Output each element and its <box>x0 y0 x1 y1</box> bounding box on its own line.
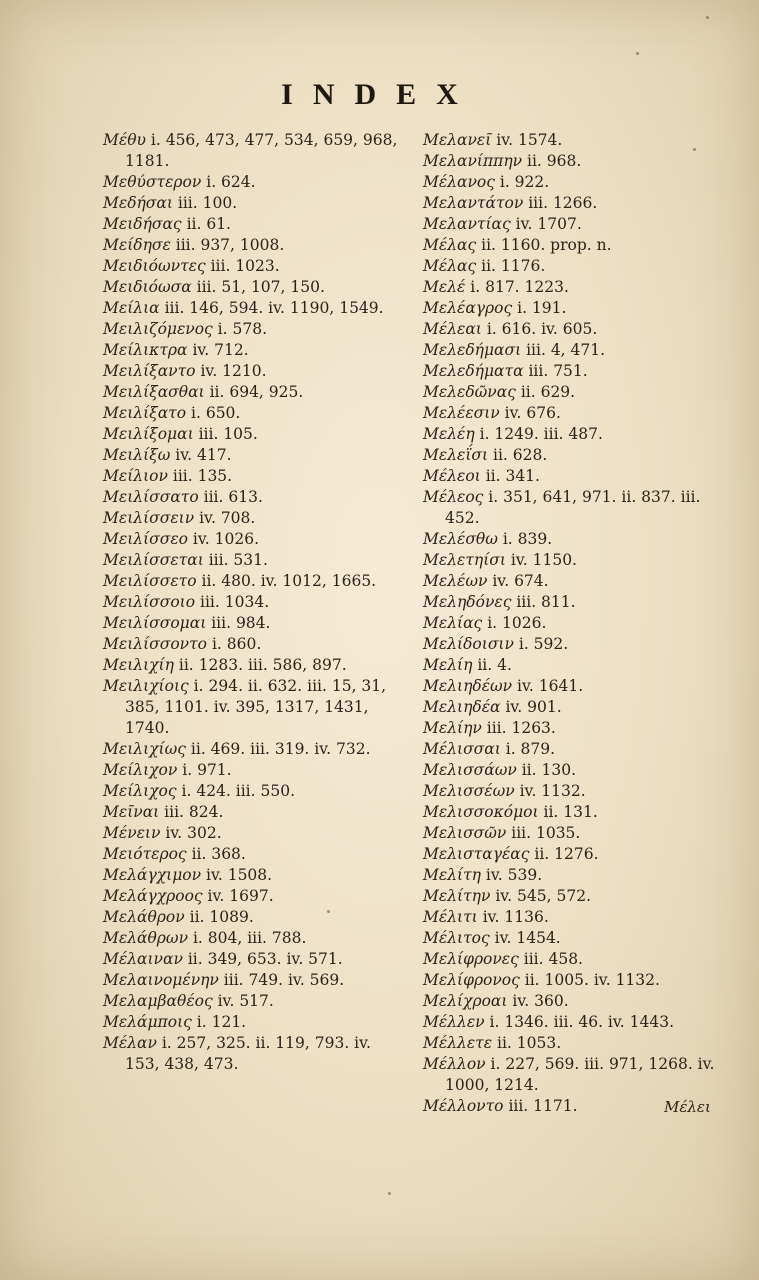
index-headword: Μειλίσσοιο <box>103 593 196 611</box>
index-headword: Μειδιόωσα <box>103 278 192 296</box>
page-title: INDEX <box>281 78 478 111</box>
index-references: iv. 517. <box>217 992 274 1010</box>
index-entry <box>423 382 723 403</box>
index-headword: Μέλεοι <box>423 467 481 485</box>
index-references: i. 1346. iii. 46. iv. 1443. <box>489 1013 675 1031</box>
index-references: iii. 146, 594. iv. 1190, 1549. <box>164 299 384 317</box>
index-entry <box>103 1012 403 1033</box>
index-entry <box>423 445 723 466</box>
page-speck <box>388 1192 391 1195</box>
index-entry <box>103 130 403 172</box>
index-headword: Μελάγχιμον <box>103 866 202 884</box>
index-headword: Μειλίσσεο <box>103 530 188 548</box>
index-entry <box>423 739 723 760</box>
index-entry <box>103 424 403 445</box>
index-headword: Μελισσέων <box>423 782 515 800</box>
index-headword: Μεῖναι <box>103 803 160 821</box>
index-entry <box>103 277 403 298</box>
index-entry <box>103 781 403 802</box>
index-entry <box>103 676 403 739</box>
index-headword: Μέλεαι <box>423 320 482 338</box>
index-entry <box>423 487 723 529</box>
index-references: i. 879. <box>505 740 556 758</box>
index-entry <box>423 676 723 697</box>
index-entry <box>423 928 723 949</box>
index-references: ii. 368. <box>191 845 246 863</box>
index-entry <box>423 718 723 739</box>
index-entry <box>423 886 723 907</box>
index-entry <box>103 508 403 529</box>
index-references: i. 971. <box>182 761 232 779</box>
index-references: iv. 1210. <box>200 362 267 380</box>
page-speck <box>636 52 639 55</box>
index-entry <box>423 214 723 235</box>
index-entry <box>423 991 723 1012</box>
page-speck <box>706 16 709 19</box>
index-entry <box>103 235 403 256</box>
index-entry <box>103 214 403 235</box>
index-references: iv. 1697. <box>207 887 274 905</box>
index-headword: Μέλλον <box>423 1055 486 1073</box>
index-entry <box>423 298 723 319</box>
index-headword: Μελέεσιν <box>423 404 500 422</box>
index-headword: Μελίη <box>423 656 473 674</box>
index-headword: Μειλίξατο <box>103 404 187 422</box>
index-references: iv. 1508. <box>205 866 273 884</box>
index-headword: Μέλας <box>423 257 477 275</box>
index-references: i. 804, iii. 788. <box>192 929 307 947</box>
index-headword: Μελιηδέων <box>423 677 513 695</box>
index-references: i. 592. <box>518 635 569 653</box>
index-references: i. 839. <box>502 530 553 548</box>
index-entry <box>103 382 403 403</box>
index-headword: Μειλίξομαι <box>103 425 194 443</box>
index-references: ii. 629. <box>520 383 576 401</box>
page-speck <box>693 148 696 151</box>
index-references: iii. 1263. <box>486 719 556 737</box>
index-references: iv. 712. <box>192 341 249 359</box>
index-headword: Μέλας <box>423 236 477 254</box>
index-entry <box>423 340 723 361</box>
index-entry <box>103 865 403 886</box>
index-references: iv. 676. <box>504 404 561 422</box>
index-references: ii. 1089. <box>189 908 254 926</box>
index-references: ii. 1176. <box>481 257 546 275</box>
index-headword: Μέλιτι <box>423 908 478 926</box>
index-entry <box>103 844 403 865</box>
index-headword: Μείλιχον <box>103 761 178 779</box>
index-entry <box>423 193 723 214</box>
index-references: iii. 1035. <box>511 824 581 842</box>
index-references: iv. 1707. <box>515 215 582 233</box>
index-entry <box>423 865 723 886</box>
index-entry <box>103 592 403 613</box>
index-references: iv. 545, 572. <box>495 887 591 905</box>
index-entry <box>423 319 723 340</box>
index-headword: Μειότερος <box>103 845 187 863</box>
index-entry <box>103 970 403 991</box>
index-headword: Μελίην <box>423 719 482 737</box>
index-headword: Μειλίσσατο <box>103 488 199 506</box>
index-headword: Μεθύστερον <box>103 173 202 191</box>
index-headword: Μειλίξω <box>103 446 171 464</box>
index-headword: Μειλίσσοντο <box>103 635 207 653</box>
index-entry <box>103 655 403 676</box>
index-references: i. 456, 473, 477, 534, 659, 968, 1181. <box>125 131 398 170</box>
index-headword: Μελέσθω <box>423 530 498 548</box>
index-entry <box>423 130 723 151</box>
index-references: iv. 417. <box>175 446 232 464</box>
index-entry <box>423 823 723 844</box>
index-entry <box>423 697 723 718</box>
index-headword: Μέλανος <box>423 173 495 191</box>
index-headword: Μελεΐσι <box>423 446 489 464</box>
catchword: Μέλει <box>664 1098 711 1116</box>
index-references: iii. 1023. <box>210 257 280 275</box>
index-entry <box>423 1054 723 1096</box>
index-headword: Μελεδήματα <box>423 362 524 380</box>
index-references: iii. 984. <box>211 614 271 632</box>
index-headword: Μελίφρονος <box>423 971 520 989</box>
index-entry <box>103 340 403 361</box>
index-headword: Μελανίππην <box>423 152 523 170</box>
index-headword: Μεδήσαι <box>103 194 173 212</box>
index-entry <box>423 970 723 991</box>
index-headword: Μείδησε <box>103 236 171 254</box>
index-references: ii. 4. <box>477 656 512 674</box>
index-entry <box>103 571 403 592</box>
index-headword: Μειλίξαντο <box>103 362 196 380</box>
index-entry <box>423 277 723 298</box>
index-references: ii. 480. iv. 1012, 1665. <box>201 572 377 590</box>
index-entry <box>103 256 403 277</box>
index-entry <box>103 529 403 550</box>
index-references: iii. 458. <box>523 950 583 968</box>
index-references: i. 1249. iii. 487. <box>479 425 603 443</box>
index-references: iv. 360. <box>512 992 569 1010</box>
index-references: iv. 1641. <box>517 677 584 695</box>
index-references: iv. 1136. <box>482 908 549 926</box>
index-entry <box>103 760 403 781</box>
index-references: iii. 811. <box>516 593 576 611</box>
index-headword: Μελίχροαι <box>423 992 508 1010</box>
index-headword: Μελανεῖ <box>423 131 492 149</box>
index-references: iii. 937, 1008. <box>175 236 285 254</box>
index-entry <box>423 466 723 487</box>
index-entry <box>103 886 403 907</box>
index-references: i. 624. <box>206 173 256 191</box>
index-references: iv. 1574. <box>496 131 563 149</box>
index-entry <box>423 235 723 256</box>
index-references: iii. 100. <box>177 194 238 212</box>
index-headword: Μέλλοντο <box>423 1097 504 1115</box>
index-headword: Μείλιχος <box>103 782 177 800</box>
index-references: ii. 1160. prop. n. <box>481 236 612 254</box>
index-references: i. 616. iv. 605. <box>486 320 598 338</box>
index-entry <box>423 781 723 802</box>
index-headword: Μελίτην <box>423 887 491 905</box>
index-entry <box>103 193 403 214</box>
index-references: ii. 469. iii. 319. iv. 732. <box>190 740 371 758</box>
index-headword: Μελαινομένην <box>103 971 219 989</box>
index-references: iii. 105. <box>198 425 258 443</box>
index-entry <box>423 529 723 550</box>
index-references: i. 424. iii. 550. <box>181 782 296 800</box>
index-entry <box>103 634 403 655</box>
index-references: iv. 539. <box>485 866 543 884</box>
index-references: i. 227, 569. iii. 971, 1268. iv. 1000, 1214. <box>445 1055 715 1094</box>
index-references: i. 860. <box>211 635 262 653</box>
index-entry <box>423 172 723 193</box>
index-references: iii. 1171. <box>508 1097 578 1115</box>
index-entry <box>423 571 723 592</box>
index-headword: Μέλιτος <box>423 929 490 947</box>
index-headword: Μελισταγέας <box>423 845 530 863</box>
index-entry <box>103 403 403 424</box>
index-references: iii. 613. <box>203 488 263 506</box>
index-entry <box>103 550 403 571</box>
index-entry <box>103 949 403 970</box>
index-headword: Μελάμποις <box>103 1013 192 1031</box>
index-references: ii. 61. <box>186 215 231 233</box>
index-references: iii. 51, 107, 150. <box>196 278 325 296</box>
index-entry <box>103 928 403 949</box>
index-headword: Μειδήσας <box>103 215 182 233</box>
index-headword: Μελάγχροος <box>103 887 203 905</box>
index-headword: Μέλλετε <box>423 1034 493 1052</box>
index-entry <box>103 907 403 928</box>
index-references: iv. 1132. <box>519 782 586 800</box>
index-headword: Μελισσῶν <box>423 824 507 842</box>
index-references: i. 650. <box>191 404 241 422</box>
index-entry <box>423 361 723 382</box>
index-entry <box>423 844 723 865</box>
index-references: iii. 531. <box>208 551 268 569</box>
index-references: ii. 349, 653. iv. 571. <box>187 950 343 968</box>
index-headword: Μελαντάτον <box>423 194 524 212</box>
index-entry <box>423 613 723 634</box>
index-headword: Μελίας <box>423 614 483 632</box>
index-headword: Μένειν <box>103 824 161 842</box>
index-references: iii. 824. <box>164 803 224 821</box>
index-headword: Μέλλεν <box>423 1013 485 1031</box>
index-entry <box>423 1033 723 1054</box>
index-references: ii. 1283. iii. 586, 897. <box>178 656 347 674</box>
index-headword: Μειλίσσεται <box>103 551 204 569</box>
index-entry <box>103 613 403 634</box>
index-references: iii. 749. iv. 569. <box>223 971 345 989</box>
index-references: ii. 968. <box>527 152 582 170</box>
index-references: i. 294. ii. 632. iii. 15, 31, 385, 1101. iv. 395, 1317, 1431, 1740. <box>125 677 387 737</box>
page-speck <box>327 910 330 913</box>
index-headword: Μέλισσαι <box>423 740 501 758</box>
index-entry <box>423 655 723 676</box>
index-references: i. 578. <box>217 320 267 338</box>
index-references: iv. 901. <box>505 698 562 716</box>
index-headword: Μελίφρονες <box>423 950 519 968</box>
index-references: iv. 1454. <box>494 929 561 947</box>
index-headword: Μειλιχίη <box>103 656 174 674</box>
index-headword: Μελαντίας <box>423 215 511 233</box>
index-references: iv. 1026. <box>192 530 260 548</box>
index-references: iii. 135. <box>172 467 233 485</box>
index-references: ii. 628. <box>493 446 548 464</box>
index-entry <box>103 802 403 823</box>
index-entry <box>423 634 723 655</box>
index-references: ii. 130. <box>521 761 576 779</box>
index-references: iii. 4, 471. <box>526 341 606 359</box>
index-references: i. 257, 325. ii. 119, 793. iv. 153, 438, 473. <box>125 1034 371 1073</box>
index-entry <box>103 319 403 340</box>
index-headword: Μελιηδέα <box>423 698 501 716</box>
index-headword: Μείλια <box>103 299 160 317</box>
index-headword: Μελέ <box>423 278 466 296</box>
index-references: i. 1026. <box>487 614 547 632</box>
index-entry <box>423 907 723 928</box>
index-entry <box>103 487 403 508</box>
index-entry <box>103 172 403 193</box>
index-references: i. 922. <box>499 173 550 191</box>
index-references: iii. 1034. <box>200 593 270 611</box>
index-headword: Μέλαν <box>103 1034 157 1052</box>
index-references: ii. 341. <box>485 467 540 485</box>
index-references: ii. 1005. iv. 1132. <box>524 971 660 989</box>
index-references: i. 191. <box>517 299 567 317</box>
index-headword: Μελέη <box>423 425 475 443</box>
index-references: iv. 302. <box>165 824 222 842</box>
index-entry <box>103 739 403 760</box>
index-references: iii. 1266. <box>528 194 598 212</box>
index-entry <box>103 361 403 382</box>
index-references: ii. 1276. <box>534 845 599 863</box>
index-headword: Μειδιόωντες <box>103 257 206 275</box>
index-entry <box>423 802 723 823</box>
index-headword: Μειλιχίοις <box>103 677 189 695</box>
index-entry <box>423 403 723 424</box>
index-entry <box>423 592 723 613</box>
index-headword: Μελεδήμασι <box>423 341 522 359</box>
index-headword: Μειλιχίως <box>103 740 186 758</box>
index-references: i. 817. 1223. <box>470 278 569 296</box>
index-entry <box>423 1012 723 1033</box>
index-headword: Μελισσοκόμοι <box>423 803 539 821</box>
index-headword: Μείλιον <box>103 467 168 485</box>
index-headword: Μελίδοισιν <box>423 635 514 653</box>
index-headword: Μειλίσσειν <box>103 509 195 527</box>
index-headword: Μελάθρον <box>103 908 185 926</box>
index-headword: Μελέων <box>423 572 488 590</box>
index-column-left <box>103 130 403 1075</box>
index-headword: Μελέαγρος <box>423 299 513 317</box>
index-references: i. 121. <box>196 1013 247 1031</box>
index-headword: Μειλίξασθαι <box>103 383 205 401</box>
index-headword: Μελισσάων <box>423 761 517 779</box>
index-headword: Μεληδόνες <box>423 593 512 611</box>
index-headword: Μελίτη <box>423 866 481 884</box>
index-headword: Μειλιζόμενος <box>103 320 213 338</box>
index-headword: Μειλίσσομαι <box>103 614 207 632</box>
index-references: iii. 751. <box>528 362 588 380</box>
index-headword: Μελαμβαθέος <box>103 992 213 1010</box>
index-headword: Μέλεος <box>423 488 484 506</box>
index-references: iv. 1150. <box>510 551 577 569</box>
index-entry <box>423 151 723 172</box>
index-entry <box>103 298 403 319</box>
index-headword: Μέλαιναν <box>103 950 183 968</box>
index-references: ii. 1053. <box>496 1034 562 1052</box>
index-headword: Μείλικτρα <box>103 341 188 359</box>
index-entry <box>103 991 403 1012</box>
index-column-right <box>423 130 723 1117</box>
index-headword: Μελετηίσι <box>423 551 506 569</box>
index-entry <box>103 445 403 466</box>
index-references: ii. 131. <box>543 803 598 821</box>
index-references: iv. 708. <box>199 509 256 527</box>
index-headword: Μελάθρων <box>103 929 188 947</box>
index-headword: Μέθυ <box>103 131 146 149</box>
index-entry <box>423 760 723 781</box>
index-headword: Μειλίσσετο <box>103 572 197 590</box>
index-entry <box>423 256 723 277</box>
index-references: iv. 674. <box>492 572 549 590</box>
index-references: i. 351, 641, 971. ii. 837. iii. 452. <box>445 488 701 527</box>
index-entry <box>423 550 723 571</box>
index-entry <box>103 466 403 487</box>
index-entry <box>423 949 723 970</box>
index-entry <box>103 823 403 844</box>
index-references: ii. 694, 925. <box>209 383 304 401</box>
index-entry <box>423 424 723 445</box>
index-headword: Μελεδῶνας <box>423 383 516 401</box>
index-entry <box>103 1033 403 1075</box>
